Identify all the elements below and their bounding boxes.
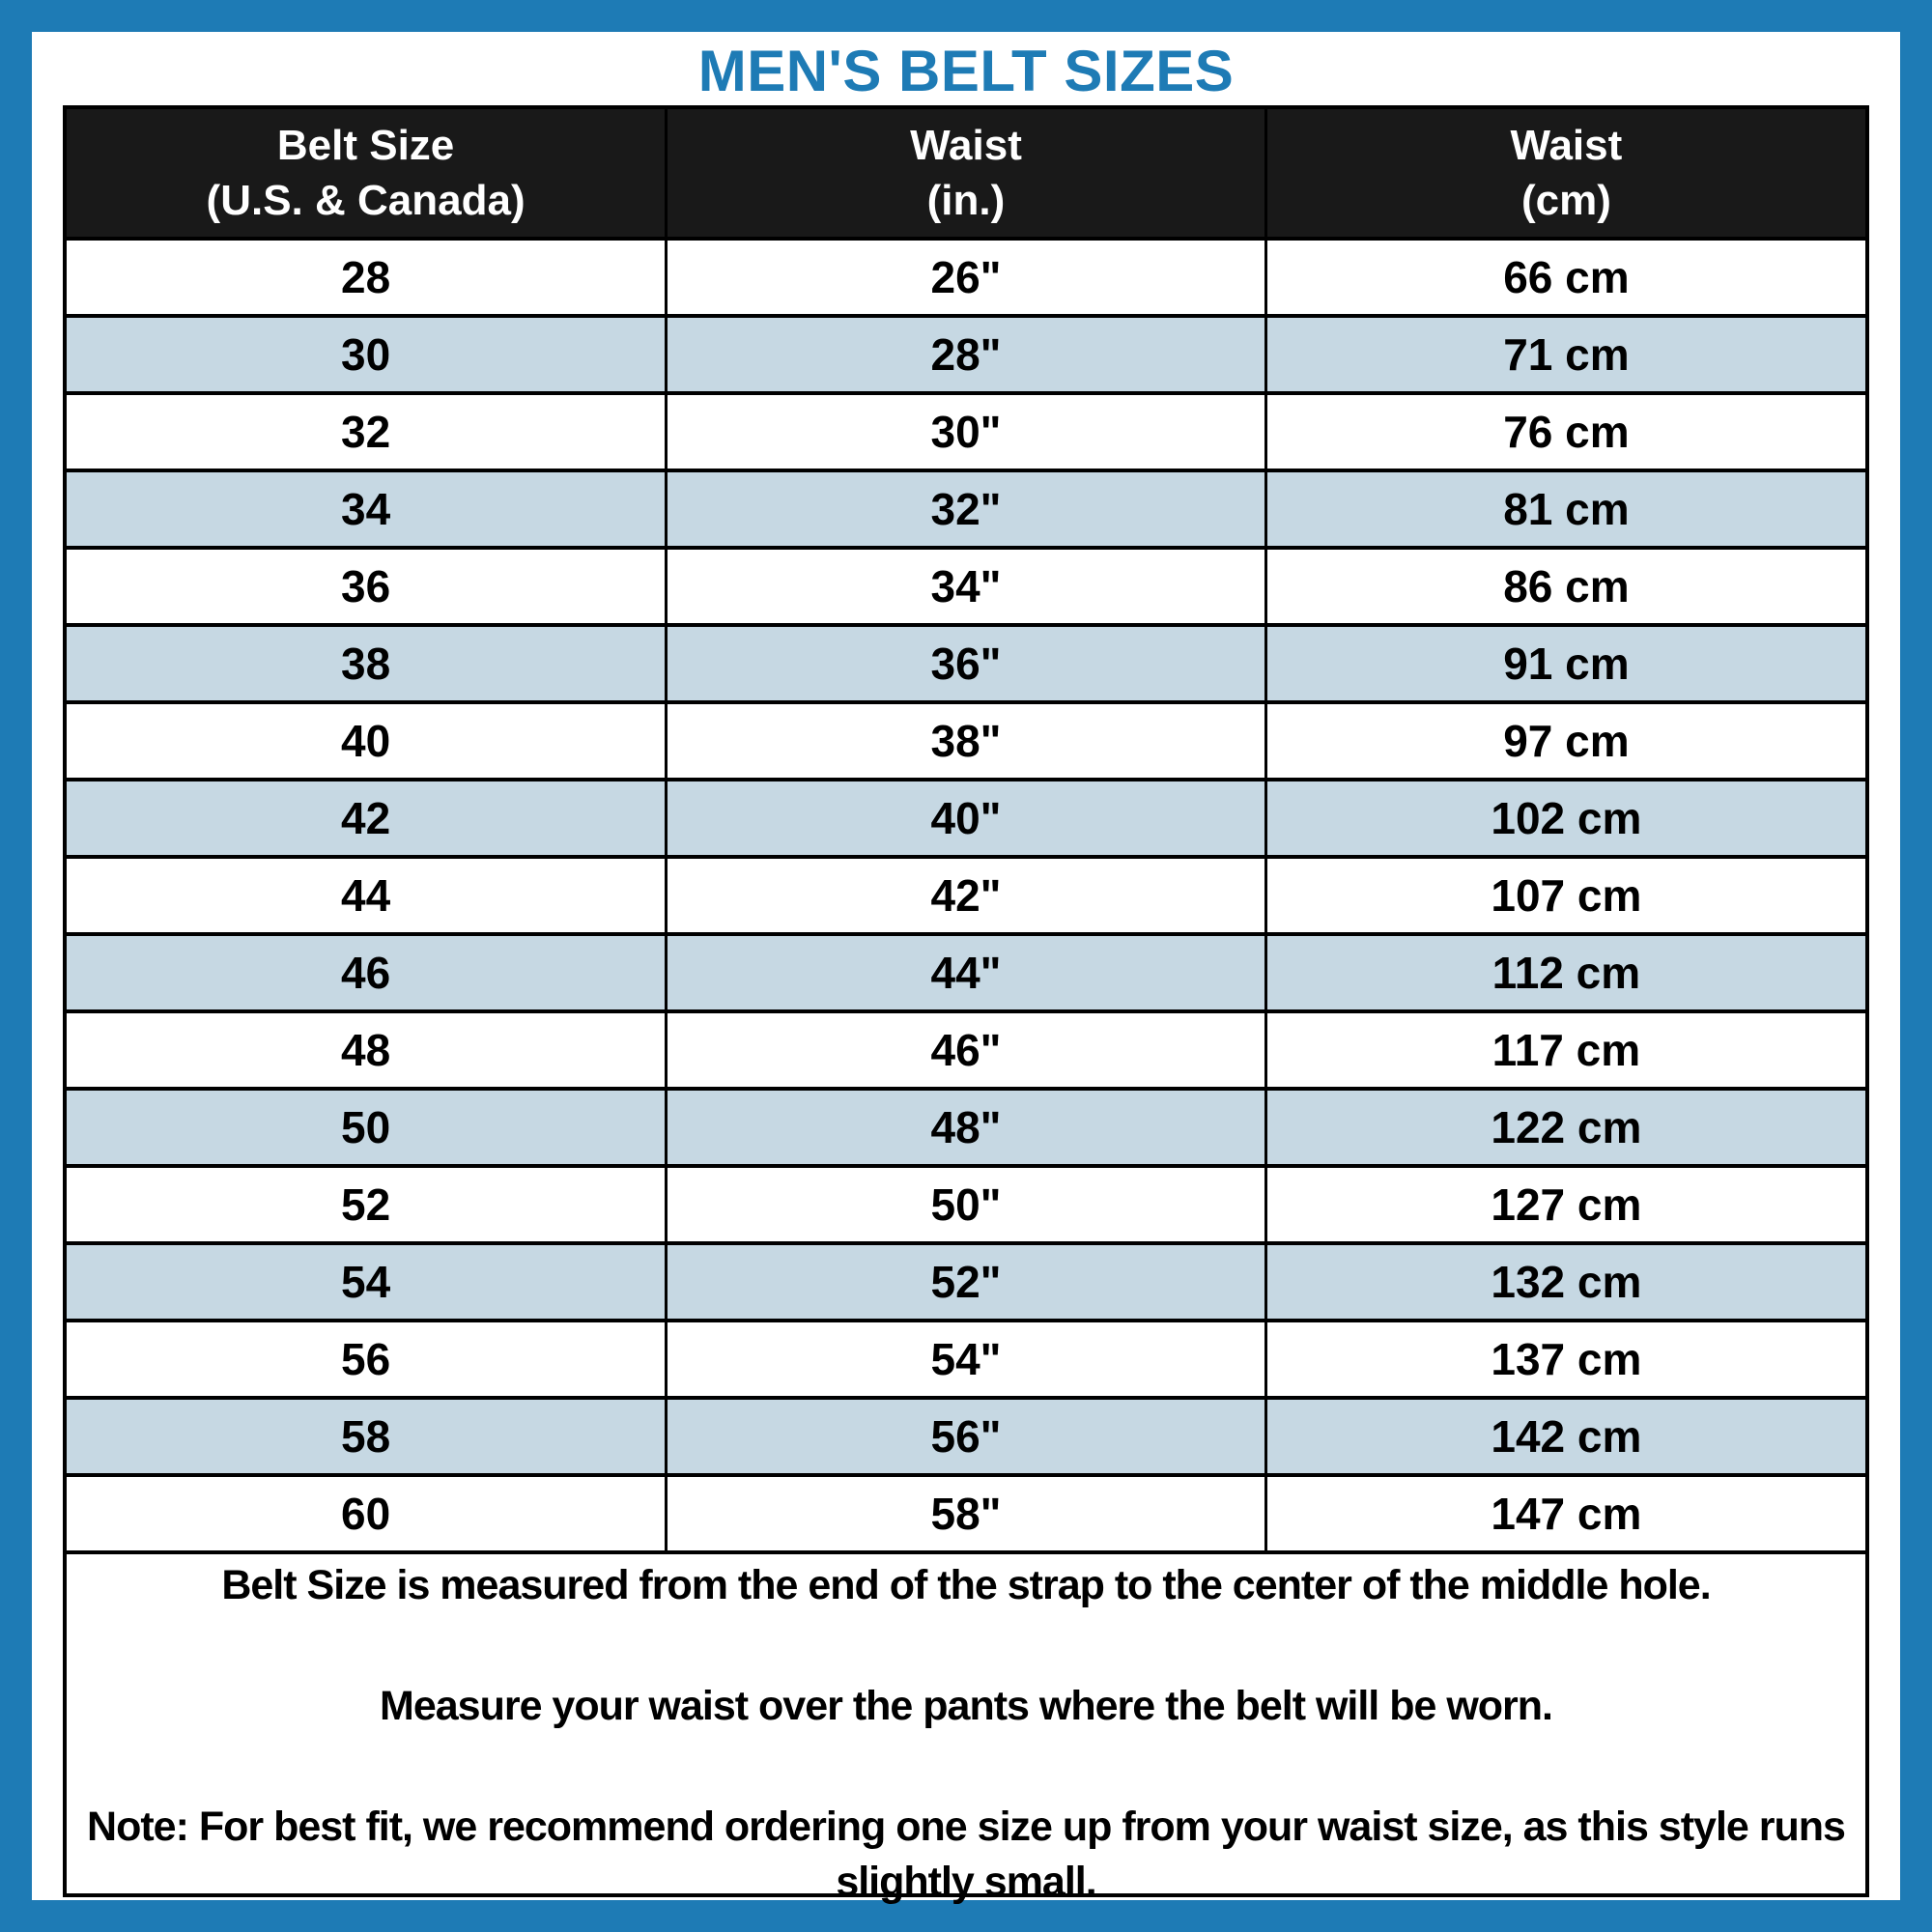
belt-size-cell: 38 (67, 625, 667, 702)
waist-in-cell: 56" (667, 1398, 1266, 1475)
belt-size-cell: 32 (67, 393, 667, 470)
waist-in-cell: 38" (667, 702, 1266, 780)
table-row (67, 702, 1865, 780)
table-row (67, 1089, 1865, 1166)
header-row (67, 109, 1865, 239)
note-measure: Belt Size is measured from the end of the strap to the center of the middle hole. (221, 1562, 1711, 1608)
table-row (67, 625, 1865, 702)
table-row (67, 780, 1865, 857)
waist-in-cell: 58" (667, 1475, 1266, 1552)
waist-cm-cell: 76 cm (1265, 393, 1865, 470)
belt-size-cell: 54 (67, 1243, 667, 1321)
table-row (67, 934, 1865, 1011)
belt-size-cell: 44 (67, 857, 667, 934)
waist-in-cell: 26" (667, 239, 1266, 316)
waist-cm-cell: 107 cm (1265, 857, 1865, 934)
table-row (67, 857, 1865, 934)
table-row (67, 1243, 1865, 1321)
table-row (67, 1166, 1865, 1243)
belt-size-cell: 60 (67, 1475, 667, 1552)
belt-size-cell: 40 (67, 702, 667, 780)
waist-in-cell: 50" (667, 1166, 1266, 1243)
belt-size-cell: 52 (67, 1166, 667, 1243)
header-waist-cm (1265, 109, 1865, 239)
waist-cm-cell: 112 cm (1265, 934, 1865, 1011)
table-row (67, 1475, 1865, 1552)
note-fit: Note: For best fit, we recommend ordering one size up from your waist size, as this style runs slightly small. (87, 1804, 1845, 1905)
belt-size-cell: 36 (67, 548, 667, 625)
header-waist-in-line2: (in.) (926, 177, 1006, 224)
header-belt-size-line2: (U.S. & Canada) (206, 177, 526, 224)
waist-cm-cell: 117 cm (1265, 1011, 1865, 1089)
waist-cm-cell: 81 cm (1265, 470, 1865, 548)
header-waist-cm-line2: (cm) (1520, 177, 1611, 224)
waist-in-cell: 46" (667, 1011, 1266, 1089)
header-waist-in-line1: Waist (910, 122, 1022, 169)
notes-section (67, 1554, 1865, 1914)
waist-in-cell: 34" (667, 548, 1266, 625)
waist-in-cell: 44" (667, 934, 1266, 1011)
belt-size-cell: 56 (67, 1321, 667, 1398)
waist-cm-cell: 91 cm (1265, 625, 1865, 702)
size-table-header (67, 109, 1865, 239)
table-row (67, 470, 1865, 548)
waist-in-cell: 54" (667, 1321, 1266, 1398)
table-row (67, 1011, 1865, 1089)
waist-cm-cell: 71 cm (1265, 316, 1865, 393)
waist-cm-cell: 86 cm (1265, 548, 1865, 625)
waist-in-cell: 52" (667, 1243, 1266, 1321)
header-waist-cm-line1: Waist (1510, 122, 1623, 169)
waist-in-cell: 40" (667, 780, 1266, 857)
waist-cm-cell: 132 cm (1265, 1243, 1865, 1321)
table-row (67, 1321, 1865, 1398)
waist-cm-cell: 66 cm (1265, 239, 1865, 316)
waist-in-cell: 42" (667, 857, 1266, 934)
waist-in-cell: 36" (667, 625, 1266, 702)
note-waist: Measure your waist over the pants where the belt will be worn. (380, 1683, 1552, 1729)
belt-size-cell: 50 (67, 1089, 667, 1166)
table-row (67, 548, 1865, 625)
waist-cm-cell: 127 cm (1265, 1166, 1865, 1243)
table-row (67, 316, 1865, 393)
table-row (67, 393, 1865, 470)
table-row (67, 1398, 1865, 1475)
waist-cm-cell: 102 cm (1265, 780, 1865, 857)
belt-size-cell: 34 (67, 470, 667, 548)
size-chart-box (63, 105, 1869, 1905)
waist-in-cell: 30" (667, 393, 1266, 470)
waist-cm-cell: 147 cm (1265, 1475, 1865, 1552)
belt-size-cell: 28 (67, 239, 667, 316)
header-belt-size-line1: Belt Size (276, 122, 455, 169)
header-belt-size (67, 109, 667, 239)
waist-cm-cell: 137 cm (1265, 1321, 1865, 1398)
waist-cm-cell: 142 cm (1265, 1398, 1865, 1475)
page-title: MEN'S BELT SIZES (697, 39, 1235, 103)
belt-size-cell: 48 (67, 1011, 667, 1089)
belt-size-cell: 58 (67, 1398, 667, 1475)
waist-cm-cell: 97 cm (1265, 702, 1865, 780)
waist-in-cell: 28" (667, 316, 1266, 393)
waist-in-cell: 32" (667, 470, 1266, 548)
size-table-body (67, 239, 1865, 1552)
belt-size-cell: 46 (67, 934, 667, 1011)
belt-size-cell: 42 (67, 780, 667, 857)
table-row (67, 239, 1865, 316)
waist-in-cell: 48" (667, 1089, 1266, 1166)
size-table (67, 109, 1865, 1554)
belt-size-cell: 30 (67, 316, 667, 393)
header-waist-in (667, 109, 1266, 239)
waist-cm-cell: 122 cm (1265, 1089, 1865, 1166)
